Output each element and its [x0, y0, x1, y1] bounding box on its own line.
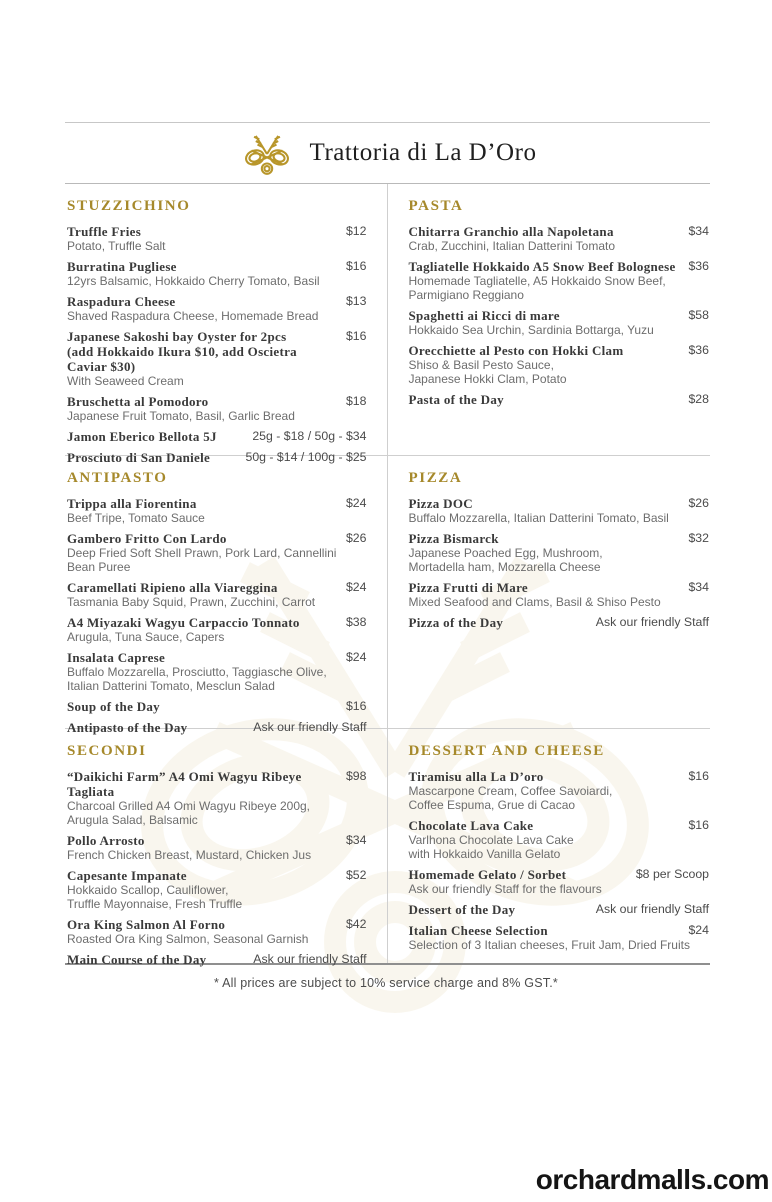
menu-item — [67, 769, 367, 827]
item-price: $16 — [688, 769, 709, 783]
item-description: Mascarpone Cream, Coffee Savoiardi, — [408, 784, 613, 798]
section-pasta — [388, 184, 711, 456]
menu-item — [409, 902, 710, 917]
item-description: Hokkaido Scallop, Cauliflower, — [67, 883, 229, 897]
menu-item — [67, 580, 367, 609]
item-price: $34 — [688, 224, 709, 238]
menu-item — [67, 294, 367, 323]
item-price: 25g - $18 / 50g - $34 — [252, 429, 367, 443]
menu-item-header — [409, 343, 710, 358]
menu-item — [67, 868, 367, 911]
item-description: Japanese Hokki Clam, Potato — [408, 372, 567, 386]
menu-item — [67, 917, 367, 946]
item-name: Gambero Fritto Con Lardo — [67, 531, 227, 546]
menu-item-header — [409, 392, 710, 407]
item-name: Main Course of the Day — [67, 952, 207, 967]
menu-item-header — [409, 923, 710, 938]
menu-item-header — [409, 769, 710, 784]
menu-item — [409, 867, 710, 896]
item-price: $24 — [345, 650, 367, 664]
item-price: Ask our friendly Staff — [595, 902, 709, 916]
item-name: “Daikichi Farm” A4 Omi Wagyu Ribeye Tagliata — [67, 769, 302, 799]
item-price: $24 — [688, 923, 709, 937]
section-antipasto — [65, 456, 388, 735]
item-description: Truffle Mayonnaise, Fresh Truffle — [67, 897, 243, 911]
menu-page — [0, 122, 772, 990]
item-description: French Chicken Breast, Mustard, Chicken Jus — [67, 848, 312, 862]
section-heading: STUZZICHINO — [67, 198, 191, 214]
menu-item-header — [67, 224, 367, 239]
section-items — [409, 496, 710, 630]
item-price: $58 — [688, 308, 709, 322]
menu-item-header — [409, 580, 710, 595]
item-name: Pasta of the Day — [408, 392, 504, 407]
section-dessert-and-cheese — [388, 729, 711, 963]
section-items — [409, 224, 710, 407]
section-heading: PIZZA — [408, 470, 463, 486]
item-price: $32 — [688, 531, 709, 545]
item-name: Tiramisu alla La D’oro — [408, 769, 544, 784]
item-description: Tasmania Baby Squid, Prawn, Zucchini, Carrot — [67, 595, 316, 609]
item-description: Buffalo Mozzarella, Italian Datterini Tomato, Basil — [408, 511, 669, 525]
item-description: Beef Tripe, Tomato Sauce — [67, 511, 205, 525]
item-description: Shiso & Basil Pesto Sauce, — [408, 358, 554, 372]
menu-item-header — [67, 833, 367, 848]
menu-item-header — [67, 868, 367, 883]
item-name: Pizza DOC — [408, 496, 473, 511]
item-description: Parmigiano Reggiano — [408, 288, 524, 302]
item-price: $16 — [345, 699, 367, 713]
item-description: Homemade Tagliatelle, A5 Hokkaido Snow Beef, — [408, 274, 666, 288]
menu-item-header — [409, 259, 710, 274]
item-name: Orecchiette al Pesto con Hokki Clam — [408, 343, 624, 358]
section-items — [67, 496, 367, 735]
menu-item-header — [67, 531, 367, 546]
menu-item — [409, 615, 710, 630]
section-stuzzichino — [65, 184, 388, 465]
item-name: Dessert of the Day — [408, 902, 516, 917]
item-name: Chitarra Granchio alla Napoletana — [408, 224, 614, 239]
item-name: Trippa alla Fiorentina — [67, 496, 197, 511]
item-description: Coffee Espuma, Grue di Cacao — [408, 798, 576, 812]
menu-item — [67, 394, 367, 423]
item-name: Tagliatelle Hokkaido A5 Snow Beef Bolognese — [408, 259, 676, 274]
item-price: $38 — [345, 615, 367, 629]
item-description: Varlhona Chocolate Lava Cake — [408, 833, 574, 847]
item-price: $24 — [345, 496, 367, 510]
item-name-line2: (add Hokkaido Ikura $10, add Oscietra Caviar $30) — [67, 344, 297, 374]
menu-item-header — [409, 224, 710, 239]
site-watermark: orchardmalls.com — [535, 1164, 769, 1195]
item-name: Japanese Sakoshi bay Oyster for 2pcs (add Hokkaido Ikura $10, add Oscietra Caviar $30) — [67, 329, 346, 374]
section-heading: PASTA — [408, 198, 464, 214]
menu-item — [409, 224, 710, 253]
menu-item — [409, 818, 710, 861]
item-name: Caramellati Ripieno alla Viareggina — [67, 580, 278, 595]
item-price: Ask our friendly Staff — [595, 615, 709, 629]
item-price: $34 — [688, 580, 709, 594]
item-name: Pollo Arrosto — [67, 833, 145, 848]
item-description: With Seaweed Cream — [67, 374, 184, 388]
menu-item — [67, 329, 367, 388]
menu-item — [67, 224, 367, 253]
menu-item — [409, 580, 710, 609]
item-description: with Hokkaido Vanilla Gelato — [408, 847, 561, 861]
item-description: Hokkaido Sea Urchin, Sardinia Bottarga, Yuzu — [408, 323, 654, 337]
item-price: Ask our friendly Staff — [253, 952, 367, 966]
menu-item-header — [67, 615, 367, 630]
menu-item — [409, 308, 710, 337]
item-description: Buffalo Mozzarella, Prosciutto, Taggiasche Olive, — [67, 665, 327, 679]
item-price: $16 — [345, 329, 367, 343]
menu-item — [67, 496, 367, 525]
item-price: $12 — [345, 224, 367, 238]
menu-item — [67, 952, 367, 967]
section-heading: DESSERT AND CHEESE — [408, 743, 605, 759]
section-items — [67, 769, 367, 967]
item-price: Ask our friendly Staff — [253, 720, 367, 734]
item-price: $26 — [345, 531, 367, 545]
menu-item-header — [67, 294, 367, 309]
item-name: Spaghetti ai Ricci di mare — [408, 308, 560, 323]
item-name: Pizza Frutti di Mare — [408, 580, 528, 595]
menu-item-header — [67, 429, 367, 444]
menu-item-header — [67, 952, 367, 967]
item-description: Japanese Fruit Tomato, Basil, Garlic Bread — [67, 409, 295, 423]
menu-item-header — [67, 259, 367, 274]
restaurant-title: Trattoria di La D’Oro — [309, 139, 537, 166]
section-items — [409, 769, 710, 952]
item-price: $16 — [345, 259, 367, 273]
menu-item-header — [67, 699, 367, 714]
item-name: Truffle Fries — [67, 224, 142, 239]
price-disclaimer: * All prices are subject to 10% service charge and 8% GST.* — [214, 976, 558, 990]
menu-item-header — [409, 496, 710, 511]
menu-item — [409, 531, 710, 574]
item-description: Mortadella ham, Mozzarella Cheese — [408, 560, 601, 574]
item-name: Ora King Salmon Al Forno — [67, 917, 226, 932]
menu-item — [409, 343, 710, 386]
item-name: Soup of the Day — [67, 699, 160, 714]
item-name: Prosciuto di San Daniele — [67, 450, 211, 465]
item-name: Chocolate Lava Cake — [408, 818, 534, 833]
menu-item — [67, 650, 367, 693]
item-price: 50g - $14 / 100g - $25 — [245, 450, 367, 464]
item-price: $34 — [345, 833, 367, 847]
menu-item-header — [67, 496, 367, 511]
item-name: Pizza Bismarck — [408, 531, 499, 546]
item-description: Japanese Poached Egg, Mushroom, — [408, 546, 603, 560]
logo-knot-icon — [239, 129, 295, 179]
menu-item — [67, 429, 367, 444]
item-price: $18 — [345, 394, 367, 408]
menu-item-header — [67, 329, 367, 374]
item-name: Raspadura Cheese — [67, 294, 176, 309]
menu-item-header — [409, 867, 710, 882]
item-description: 12yrs Balsamic, Hokkaido Cherry Tomato, Basil — [67, 274, 320, 288]
menu-item-header — [409, 902, 710, 917]
menu-item-header — [409, 818, 710, 833]
item-description: Crab, Zucchini, Italian Datterini Tomato — [408, 239, 616, 253]
item-description: Charcoal Grilled A4 Omi Wagyu Ribeye 200g, — [67, 799, 310, 813]
section-heading: ANTIPASTO — [67, 470, 168, 486]
menu-item-header — [67, 769, 367, 799]
menu-header — [65, 122, 710, 184]
item-name: Bruschetta al Pomodoro — [67, 394, 209, 409]
menu-item — [67, 833, 367, 862]
menu-item — [409, 496, 710, 525]
item-name: Insalata Caprese — [67, 650, 166, 665]
menu-item-header — [67, 650, 367, 665]
item-name: Pizza of the Day — [408, 615, 504, 630]
item-description: Mixed Seafood and Clams, Basil & Shiso Pesto — [408, 595, 661, 609]
menu-item — [409, 392, 710, 407]
item-name: Jamon Eberico Bellota 5J — [67, 429, 217, 444]
item-name: A4 Miyazaki Wagyu Carpaccio Tonnato — [67, 615, 300, 630]
item-price: $8 per Scoop — [635, 867, 709, 881]
menu-item — [409, 259, 710, 302]
menu-item-header — [67, 580, 367, 595]
item-description: Roasted Ora King Salmon, Seasonal Garnish — [67, 932, 309, 946]
menu-item — [67, 531, 367, 574]
menu-item — [409, 923, 710, 952]
item-price: $36 — [688, 259, 709, 273]
section-heading: SECONDI — [67, 743, 147, 759]
item-description: Deep Fried Soft Shell Prawn, Pork Lard, Cannellini Bean Puree — [67, 546, 337, 574]
menu-item-header — [67, 917, 367, 932]
item-price: $16 — [688, 818, 709, 832]
item-price: $24 — [345, 580, 367, 594]
item-name: Antipasto of the Day — [67, 720, 188, 735]
item-description: Arugula Salad, Balsamic — [67, 813, 198, 827]
item-price: $98 — [345, 769, 367, 783]
item-description: Selection of 3 Italian cheeses, Fruit Jam, Dried Fruits — [408, 938, 690, 952]
menu-item — [67, 259, 367, 288]
item-price: $13 — [345, 294, 367, 308]
item-price: $28 — [688, 392, 709, 406]
menu-item-header — [67, 394, 367, 409]
item-name: Homemade Gelato / Sorbet — [408, 867, 567, 882]
item-description: Ask our friendly Staff for the flavours — [408, 882, 602, 896]
item-price: $26 — [688, 496, 709, 510]
item-price: $52 — [345, 868, 367, 882]
item-description: Italian Datterini Tomato, Mesclun Salad — [67, 679, 275, 693]
item-description: Potato, Truffle Salt — [67, 239, 166, 253]
menu-item-header — [409, 615, 710, 630]
menu-item-header — [409, 308, 710, 323]
section-secondi — [65, 729, 388, 967]
item-description: Arugula, Tuna Sauce, Capers — [67, 630, 225, 644]
item-name: Italian Cheese Selection — [408, 923, 548, 938]
menu-item-header — [409, 531, 710, 546]
section-pizza — [388, 456, 711, 729]
item-name: Burratina Pugliese — [67, 259, 177, 274]
menu-item — [67, 615, 367, 644]
item-price: $36 — [688, 343, 709, 357]
item-description: Shaved Raspadura Cheese, Homemade Bread — [67, 309, 319, 323]
menu-grid — [65, 184, 710, 965]
menu-item — [409, 769, 710, 812]
item-price: $42 — [345, 917, 367, 931]
item-name: Capesante Impanate — [67, 868, 187, 883]
section-items — [67, 224, 367, 465]
menu-item — [67, 699, 367, 714]
